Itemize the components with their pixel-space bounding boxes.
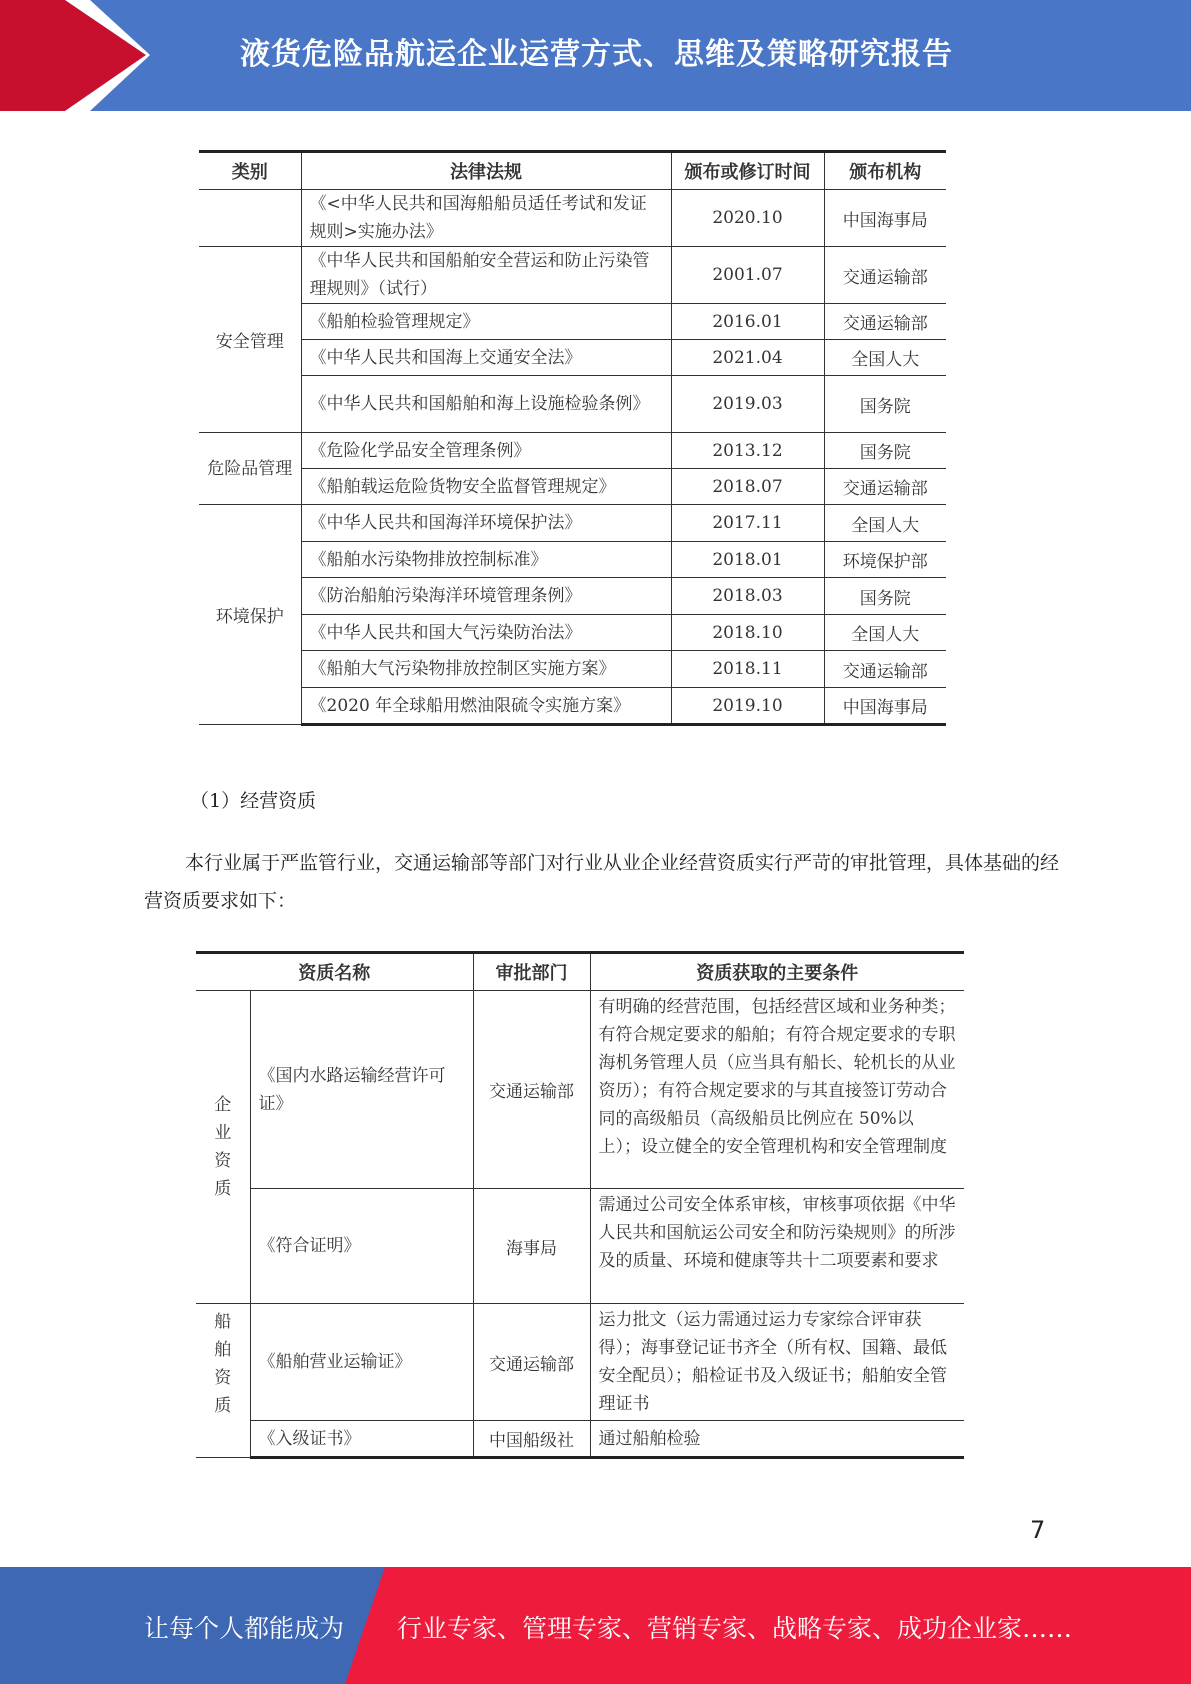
- law-cell: 《2020 年全球船用燃油限硫令实施方案》: [301, 688, 671, 725]
- regulations-table: [199, 150, 946, 726]
- column-header: 类别: [199, 152, 301, 190]
- table-row: [199, 615, 946, 651]
- qualification-name-cell: 《船舶营业运输证》: [250, 1304, 473, 1421]
- group-cell: [196, 1304, 250, 1458]
- org-cell: 国务院: [824, 433, 946, 469]
- org-cell: 交通运输部: [824, 304, 946, 340]
- table-row: [199, 578, 946, 615]
- law-cell: 《中华人民共和国海上交通安全法》: [301, 340, 671, 376]
- table-row: [199, 651, 946, 688]
- condition-cell: 通过船舶检验: [590, 1421, 964, 1458]
- department-cell: 海事局: [473, 1189, 590, 1304]
- column-header: 颁布机构: [824, 152, 946, 190]
- law-cell: 《船舶载运危险货物安全监督管理规定》: [301, 469, 671, 505]
- category-cell: 环境保护: [199, 505, 301, 725]
- table-header-row: [199, 152, 946, 190]
- report-title: 液货危险品航运企业运营方式、思维及策略研究报告: [240, 37, 953, 72]
- table-row: [199, 688, 946, 725]
- org-cell: 国务院: [824, 376, 946, 433]
- law-cell: 《中华人民共和国船舶和海上设施检验条例》: [301, 376, 671, 433]
- date-cell: 2018.01: [671, 542, 824, 578]
- qualification-name-cell: 《入级证书》: [250, 1421, 473, 1458]
- date-cell: 2018.07: [671, 469, 824, 505]
- footer-slogan-right: 行业专家、管理专家、营销专家、战略专家、成功企业家……: [397, 1614, 1073, 1643]
- law-cell: 《中华人民共和国船舶安全营运和防止污染管理规则》（试行）: [301, 247, 671, 304]
- table-row: [199, 247, 946, 304]
- date-cell: 2018.10: [671, 615, 824, 651]
- table-header-row: [196, 953, 964, 991]
- column-header: 资质名称: [196, 953, 473, 991]
- date-cell: 2013.12: [671, 433, 824, 469]
- table-row: [199, 469, 946, 505]
- org-cell: 交通运输部: [824, 247, 946, 304]
- group-label: 船舶资质: [214, 1312, 232, 1416]
- page-number: 7: [1030, 1516, 1046, 1544]
- org-cell: 全国人大: [824, 340, 946, 376]
- law-cell: 《中华人民共和国海洋环境保护法》: [301, 505, 671, 542]
- column-header: 颁布或修订时间: [671, 152, 824, 190]
- table-row: [199, 190, 946, 247]
- column-header: 资质获取的主要条件: [590, 953, 964, 991]
- table-row: [199, 340, 946, 376]
- body-paragraph: 本行业属于严监管行业，交通运输部等部门对行业从业企业经营资质实行严苛的审批管理，具体基础的经营资质要求如下：: [144, 852, 1060, 912]
- table-row: [199, 376, 946, 433]
- table-row: [199, 505, 946, 542]
- org-cell: 中国海事局: [824, 190, 946, 247]
- table-row: [199, 433, 946, 469]
- date-cell: 2016.01: [671, 304, 824, 340]
- org-cell: 全国人大: [824, 505, 946, 542]
- date-cell: 2018.11: [671, 651, 824, 688]
- table-row: [199, 304, 946, 340]
- table-row: [196, 991, 964, 1189]
- qualification-name-cell: 《符合证明》: [250, 1189, 473, 1304]
- date-cell: 2001.07: [671, 247, 824, 304]
- org-cell: 环境保护部: [824, 542, 946, 578]
- department-cell: 中国船级社: [473, 1421, 590, 1458]
- qualifications-table: [196, 951, 964, 1459]
- page-footer: [0, 1567, 1191, 1684]
- law-cell: 《船舶检验管理规定》: [301, 304, 671, 340]
- page-header: [0, 0, 1191, 111]
- department-cell: 交通运输部: [473, 991, 590, 1189]
- table-row: [196, 1421, 964, 1458]
- category-cell: 危险品管理: [199, 433, 301, 505]
- column-header: 审批部门: [473, 953, 590, 991]
- org-cell: 中国海事局: [824, 688, 946, 725]
- group-cell: [196, 991, 250, 1304]
- law-cell: 《<中华人民共和国海船船员适任考试和发证规则>实施办法》: [301, 190, 671, 247]
- law-cell: 《中华人民共和国大气污染防治法》: [301, 615, 671, 651]
- date-cell: 2020.10: [671, 190, 824, 247]
- qualification-name-cell: 《国内水路运输经营许可证》: [250, 991, 473, 1189]
- table-row: [196, 1189, 964, 1304]
- law-cell: 《危险化学品安全管理条例》: [301, 433, 671, 469]
- date-cell: 2017.11: [671, 505, 824, 542]
- footer-slogan-left: 让每个人都能成为: [144, 1614, 345, 1643]
- column-header: 法律法规: [301, 152, 671, 190]
- org-cell: 交通运输部: [824, 651, 946, 688]
- date-cell: 2018.03: [671, 578, 824, 615]
- chevron-arrow-icon: [0, 0, 160, 111]
- section-heading: （1）经营资质: [190, 790, 317, 812]
- condition-cell: 有明确的经营范围，包括经营区域和业务种类；有符合规定要求的船舶；有符合规定要求的专职海机务管理人员（应当具有船长、轮机长的从业资历）；有符合规定要求的与其直接签订劳动合同的高级船员（高级船员比例应在 50%以上）；设立健全的安全管理机构和安全管理制度: [590, 991, 964, 1189]
- law-cell: 《船舶大气污染物排放控制区实施方案》: [301, 651, 671, 688]
- law-cell: 《防治船舶污染海洋环境管理条例》: [301, 578, 671, 615]
- org-cell: 全国人大: [824, 615, 946, 651]
- date-cell: 2019.10: [671, 688, 824, 725]
- table-row: [196, 1304, 964, 1421]
- category-cell: 安全管理: [199, 247, 301, 433]
- group-label: 企业资质: [214, 1095, 232, 1199]
- org-cell: 交通运输部: [824, 469, 946, 505]
- date-cell: 2021.04: [671, 340, 824, 376]
- date-cell: 2019.03: [671, 376, 824, 433]
- table-row: [199, 542, 946, 578]
- law-cell: 《船舶水污染物排放控制标准》: [301, 542, 671, 578]
- condition-cell: 运力批文（运力需通过运力专家综合评审获得）；海事登记证书齐全（所有权、国籍、最低安全配员）；船检证书及入级证书；船舶安全管理证书: [590, 1304, 964, 1421]
- category-cell: [199, 190, 301, 247]
- condition-cell: 需通过公司安全体系审核，审核事项依据《中华人民共和国航运公司安全和防污染规则》的所涉及的质量、环境和健康等共十二项要素和要求: [590, 1189, 964, 1304]
- org-cell: 国务院: [824, 578, 946, 615]
- department-cell: 交通运输部: [473, 1304, 590, 1421]
